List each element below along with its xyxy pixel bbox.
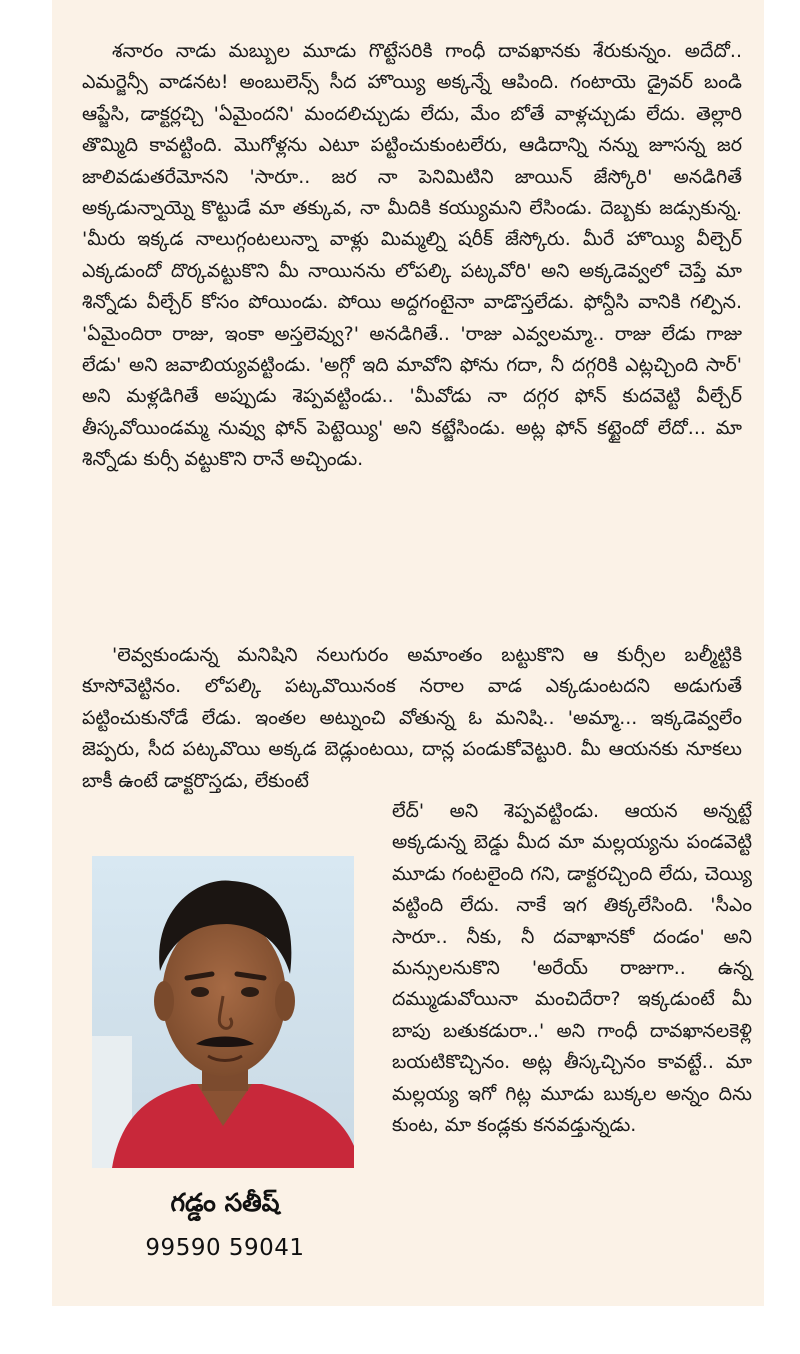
- article-paragraph-2: 'లెవ్వకుండున్న మనిషిని నలుగురం అమాంతం బట్టుకొని ఆ కుర్సీల బల్మీట్టికి కూసోవెట్టినం. లోపల్కి పట్కవొయినంక నరాల వాడ ఎక్కడుంటదని అడుగుతే పట్టించుకునోడే లేడు. ఇంతల అట్నుంచి వోతున్న ఓ మనిషి.. 'అమ్మా... ఇక్కడెవ్వలేం జెప్పరు, సీద పట్కవొయి అక్కడ బెడ్లుంటయి, దాన్ల పండుకోవెట్టురి. మీ ఆయనకు నూకలు బాకీ ఉంటే డాక్టరొస్తడు, లేకుంటే: [82, 644, 742, 792]
- author-photo: [92, 856, 354, 1168]
- article-paragraph-3: లేద్' అని శెప్పవట్టిండు. ఆయన అన్నట్టే అక్కడున్న బెడ్డు మీద మా మల్లయ్యను పండవెట్టి మూడు గంటలైంది గని, డాక్టరచ్చింది లేదు, చెయ్యి వట్టింది లేదు. నాకే ఇగ తిక్కలేసింది. 'సీఎం సారూ.. నీకు, నీ దవాఖానకో దండం' అని మన్సులనుకొని 'అరేయ్ రాజుగా.. ఉన్న దమ్ముడువోయినా మంచిదేరా? ఇక్కడుంటే మీ బాపు బతుకడురా..' అని గాంధీ దావఖానలకెళ్లి బయటికొచ్చినం. అట్ల తీస్కచ్చినం కావట్టే.. మా మల్లయ్య ఇగో గిట్ల మూడు బుక్కల అన్నం దిను కుంట, మా కండ్లకు కనవడ్తున్నడు.: [392, 800, 752, 1137]
- author-phone: 99590 59041: [145, 1235, 305, 1261]
- author-byline: [110, 1185, 340, 1267]
- article-page: [52, 0, 764, 1306]
- author-name: గడ్డం సతీష్: [170, 1188, 280, 1217]
- article-paragraph-1: శనారం నాడు మబ్బుల మూడు గొట్టేసరికి గాంధీ దావఖానకు శేరుకున్నం. అదేదో.. ఎమర్జెన్సీ వాడనట! అంబులెన్స్ సీద హొయ్యి అక్కన్నే ఆపింది. గంటాయె డ్రైవర్ బండి ఆప్జేసి, డాక్టర్లచ్చి 'ఏమైందని' మందలిచ్చుడు లేదు, మేం బోతే వాళ్లచ్చుడు లేదు. తెల్లారి తొమ్మిది కావట్టింది. మొగోళ్లను ఎటూ పట్టించుకుంటలేరు, ఆడిదాన్ని నన్ను జూసన్న జర జాలివడుతరేమోనని 'సారూ.. జర నా పెనిమిటిని జాయిన్ జేస్కోరి' అనడిగితే అక్కడున్నాయ్నె కొట్టుడే మా తక్కువ, నా మీదికి కయ్యుమని లేసిండు. దెబ్బకు జడ్సుకున్న. 'మీరు ఇక్కడ నాలుగ్గంటలున్నా వాళ్లు మిమ్మల్ని షరీక్ జేస్కోరు. మీరే హొయ్యి వీల్చెర్ ఎక్కడుందో దొర్కవట్టుకొని మీ నాయినను లోపల్కి పట్కవోరి' అని అక్కడెవ్వలో చెప్తే మా శిన్నోడు వీల్చేర్ కోసం పోయిండు. పోయి అద్దగంటైనా వాడొస్తలేడు. ఫోన్దీసి వానికి గల్పిన. 'ఏమైందిరా రాజు, ఇంకా అస్తలెవ్వు?' అనడిగితే.. 'రాజు ఎవ్వలమ్మా.. రాజు లేడు గాజు లేడు' అని జవాబియ్యవట్టిండు. 'అగ్గో ఇది మావోని ఫోను గదా, నీ దగ్గరికి ఎట్లచ్చింది సార్' అని మళ్లడిగితే అప్పుడు శెప్పవట్టిండు.. 'మీవోడు నా దగ్గర ఫోన్ కుదవెట్టి వీల్చేర్ తీస్కవోయిండమ్మ నువ్వు ఫోన్ పెట్టెయ్యి' అని కట్జేసిండు. అట్ల ఫోన్ కట్టైందో లేదో... మా శిన్నోడు కుర్సీ వట్టుకొని రానే అచ్చిండు.: [82, 40, 742, 471]
- author-portrait-image: [92, 856, 354, 1168]
